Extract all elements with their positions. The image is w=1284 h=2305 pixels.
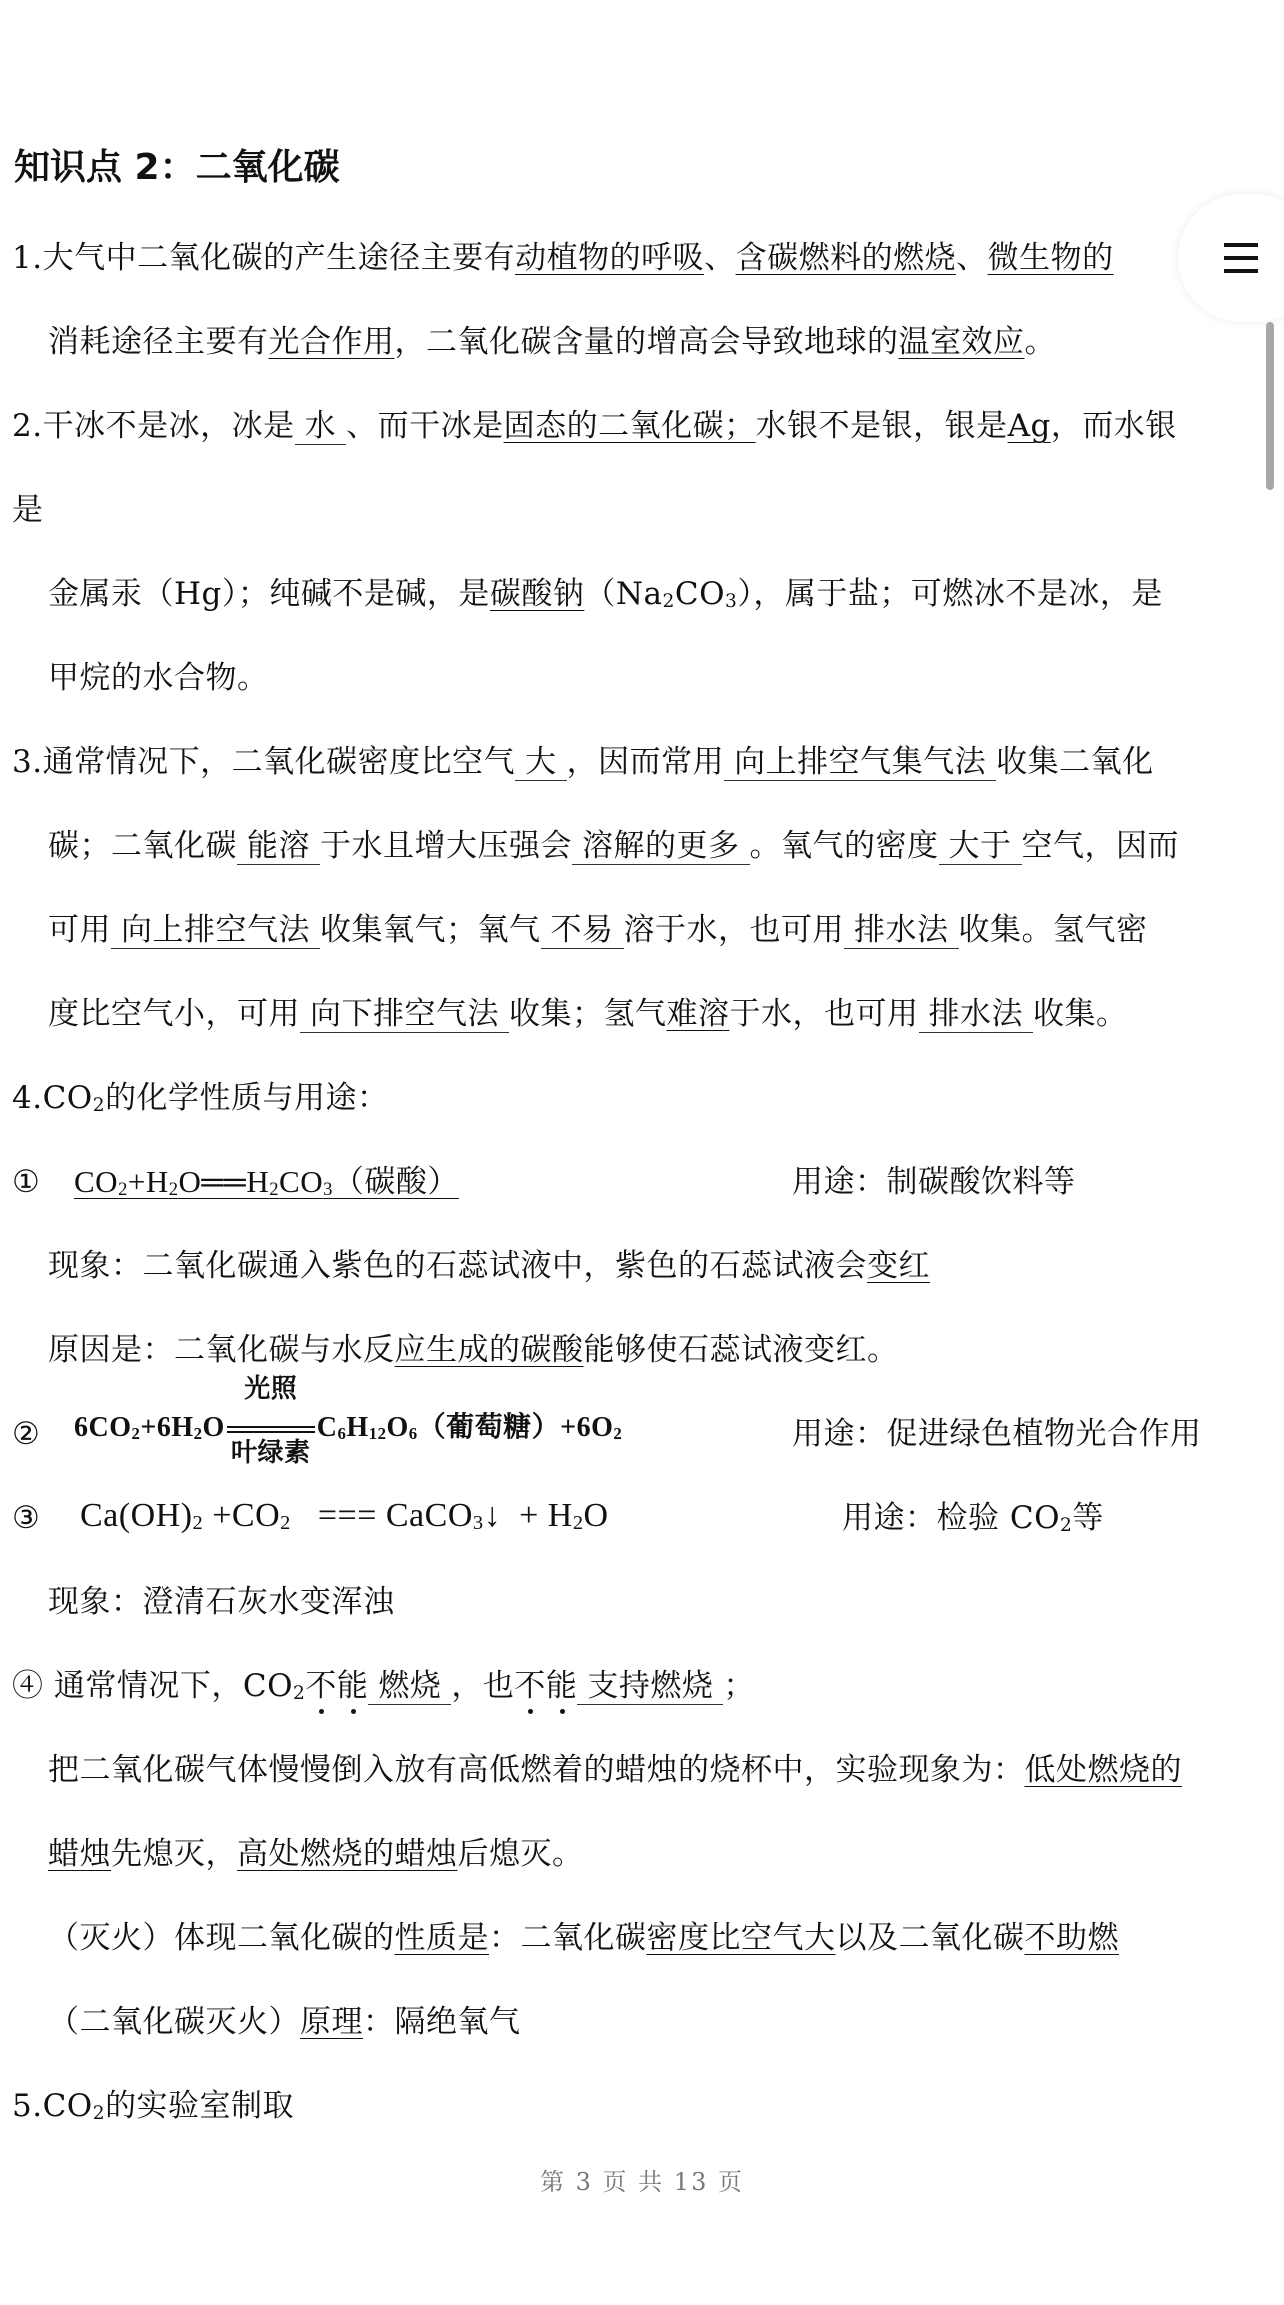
text: （葡萄糖）+6O bbox=[417, 1412, 614, 1443]
answer-underlined: 向上排空气集气法 bbox=[724, 744, 996, 781]
text: （Na bbox=[584, 576, 663, 612]
text: 后熄灭。 bbox=[457, 1836, 584, 1872]
subscript: 2 bbox=[193, 1424, 203, 1443]
text: ，而水银 bbox=[1050, 408, 1177, 444]
text: 3.通常情况下，二氧化碳密度比空气 bbox=[12, 744, 516, 780]
section2-line2: 是 bbox=[12, 492, 44, 528]
subscript: 2 bbox=[192, 1512, 204, 1534]
text: 5.CO bbox=[12, 2088, 93, 2124]
text: 收集；氢气 bbox=[509, 996, 667, 1032]
answer-underlined: 性质是 bbox=[394, 1920, 489, 1956]
text: 通常情况下，CO bbox=[53, 1668, 293, 1704]
answer-underlined: 不易 bbox=[541, 912, 624, 949]
text: （碳酸） bbox=[332, 1164, 459, 1199]
subscript: 2 bbox=[1060, 1515, 1073, 1536]
section2-line1 bbox=[12, 404, 1177, 448]
text: 可用 bbox=[48, 912, 111, 948]
answer-underlined: 低处燃烧的 bbox=[1024, 1752, 1182, 1788]
text: 的实验室制取 bbox=[105, 2088, 295, 2124]
text: ），属于盐；可燃冰不是冰，是 bbox=[737, 576, 1163, 612]
subscript: 2 bbox=[131, 1424, 141, 1443]
text: 等 bbox=[1072, 1500, 1104, 1536]
text: H bbox=[346, 1412, 369, 1443]
reaction1-use: 用途：制碳酸饮料等 bbox=[792, 1164, 1076, 1200]
answer-underlined: 蜡烛 bbox=[48, 1836, 111, 1872]
text: 于水，也可用 bbox=[729, 996, 919, 1032]
text: （二氧化碳灭火） bbox=[48, 2004, 300, 2040]
section1-line1 bbox=[12, 236, 1114, 280]
text: 碳；二氧化碳 bbox=[48, 828, 237, 864]
text: 收集。氢气密 bbox=[958, 912, 1148, 948]
text: ：二氧化碳 bbox=[489, 1920, 647, 1956]
answer-underlined: 含碳燃料的燃烧 bbox=[735, 240, 957, 276]
section5-heading bbox=[12, 2084, 294, 2136]
subscript: 2 bbox=[280, 1512, 291, 1534]
subscript: 3 bbox=[472, 1512, 484, 1534]
text: 溶于水，也可用 bbox=[623, 912, 844, 948]
subscript: 6 bbox=[337, 1424, 347, 1443]
answer-underlined: 原理 bbox=[300, 2004, 363, 2040]
answer-underlined: 难溶 bbox=[666, 996, 730, 1032]
text: 先熄灭， bbox=[111, 1836, 237, 1872]
section2-line3 bbox=[48, 572, 1163, 624]
section3-line4 bbox=[48, 992, 1128, 1036]
text: O══H bbox=[178, 1164, 270, 1199]
subscript: 6 bbox=[408, 1424, 418, 1443]
text: 现象：二氧化碳通入紫色的石蕊试液中，紫色的石蕊试液会 bbox=[48, 1248, 867, 1284]
answer-underlined: 大 bbox=[515, 744, 567, 781]
reaction3-number: ③ bbox=[12, 1500, 41, 1536]
text: 。氧气的密度 bbox=[749, 828, 939, 864]
answer-underlined: 应生成的碳酸 bbox=[394, 1332, 584, 1368]
answer-underlined: 排水法 bbox=[919, 996, 1034, 1033]
reaction3-equation bbox=[80, 1494, 609, 1545]
text: CO bbox=[674, 576, 725, 612]
reaction2-equation bbox=[74, 1373, 623, 1468]
text: ，二氧化碳含量的增高会导致地球的 bbox=[394, 324, 899, 360]
emphasis-dot-text: 不 bbox=[514, 1668, 546, 1704]
text: O bbox=[583, 1497, 609, 1534]
subscript: 2 bbox=[269, 1179, 280, 1200]
answer-underlined: 排水法 bbox=[844, 912, 959, 949]
subscript: 12 bbox=[368, 1424, 387, 1443]
answer-underlined: 水 bbox=[295, 408, 347, 445]
answer-underlined: 向下排空气法 bbox=[300, 996, 509, 1033]
text: 收集。 bbox=[1033, 996, 1128, 1032]
subscript: 3 bbox=[724, 591, 738, 612]
text: O bbox=[202, 1412, 225, 1443]
text: 空气，因而 bbox=[1021, 828, 1179, 864]
answer-underlined: 溶解的更多 bbox=[572, 828, 750, 865]
answer-underlined: 碳酸钠 bbox=[489, 576, 585, 612]
item4-line4 bbox=[48, 1916, 1119, 1960]
reaction1-equation bbox=[74, 1160, 459, 1212]
reaction1-reason bbox=[48, 1328, 899, 1372]
text: +H bbox=[127, 1164, 169, 1199]
reaction1-number: ① bbox=[12, 1164, 41, 1200]
text: Ca(OH) bbox=[80, 1497, 193, 1534]
text: ，也 bbox=[451, 1668, 515, 1704]
answer-underlined: 大于 bbox=[939, 828, 1022, 865]
subscript: 2 bbox=[613, 1424, 623, 1443]
reaction3-use bbox=[842, 1496, 1104, 1548]
text: CO bbox=[74, 1164, 119, 1199]
text: 、 bbox=[956, 240, 988, 276]
subscript: 2 bbox=[92, 2103, 106, 2124]
emphasis-dot-text: 不 bbox=[305, 1668, 337, 1704]
equals-bar bbox=[227, 1426, 315, 1433]
text: 6CO bbox=[74, 1412, 132, 1443]
page-footer: 第 3 页 共 13 页 bbox=[540, 2168, 744, 2196]
subscript: 2 bbox=[662, 591, 675, 612]
answer-underlined: 密度比空气大 bbox=[646, 1920, 836, 1956]
item4-line3 bbox=[48, 1832, 584, 1876]
answer-underlined: 动植物的呼吸 bbox=[515, 240, 705, 276]
text: （灭火）体现二氧化碳的 bbox=[48, 1920, 395, 1956]
text: ，因而常用 bbox=[566, 744, 725, 780]
section3-line3 bbox=[48, 908, 1148, 952]
answer-underlined: Ag bbox=[1007, 408, 1051, 444]
scrollbar[interactable] bbox=[1266, 322, 1274, 490]
text: 消耗途径主要有 bbox=[48, 324, 269, 360]
answer-underlined: 固态的二氧化碳； bbox=[503, 408, 756, 444]
text: O bbox=[386, 1412, 409, 1443]
emphasis-dot-text: 能 bbox=[545, 1668, 578, 1704]
text: ； bbox=[723, 1668, 755, 1704]
text: 用途：检验 CO bbox=[842, 1500, 1060, 1536]
text: +6H bbox=[140, 1412, 194, 1443]
text: 度比空气小，可用 bbox=[48, 996, 300, 1032]
condition-bottom: 叶绿素 bbox=[231, 1437, 311, 1468]
answer-underlined: 光合作用 bbox=[268, 324, 395, 360]
text: 、 bbox=[704, 240, 736, 276]
subscript: 3 bbox=[323, 1179, 333, 1200]
reaction1-phenomenon bbox=[48, 1244, 930, 1288]
text: 收集二氧化 bbox=[996, 744, 1154, 780]
item4-line1 bbox=[12, 1664, 755, 1716]
text: 金属汞（Hg）；纯碱不是碱，是 bbox=[48, 576, 490, 612]
subscript: 2 bbox=[293, 1683, 306, 1704]
text: 1.大气中二氧化碳的产生途径主要有 bbox=[12, 240, 516, 276]
item4-line2 bbox=[48, 1748, 1182, 1792]
answer-underlined: 高处燃烧的蜡烛 bbox=[237, 1836, 458, 1872]
item4-line5 bbox=[48, 2000, 521, 2044]
answer-underlined: 能溶 bbox=[237, 828, 320, 865]
text: 以及二氧化碳 bbox=[835, 1920, 1025, 1956]
section3-line2 bbox=[48, 824, 1179, 868]
text: 收集氧气；氧气 bbox=[320, 912, 541, 948]
answer-underlined: 微生物的 bbox=[987, 240, 1114, 276]
text: === CaCO bbox=[290, 1497, 473, 1534]
section4-heading bbox=[12, 1076, 389, 1128]
answer-underlined: 燃烧 bbox=[368, 1668, 451, 1705]
item-number: ④ bbox=[12, 1668, 44, 1704]
text: 能够使石蕊试液变红。 bbox=[583, 1332, 899, 1368]
subscript: 2 bbox=[92, 1095, 106, 1116]
text: ：隔绝氧气 bbox=[363, 2004, 521, 2040]
reaction3-phenomenon: 现象：澄清石灰水变浑浊 bbox=[48, 1584, 395, 1620]
subscript: 2 bbox=[168, 1179, 179, 1200]
hamburger-menu-icon bbox=[1224, 243, 1258, 273]
text: ↓ + H bbox=[483, 1497, 573, 1534]
section1-line2 bbox=[48, 320, 1056, 364]
text: CO bbox=[279, 1164, 324, 1199]
text: 水银不是银，银是 bbox=[755, 408, 1008, 444]
reaction2-use: 用途：促进绿色植物光合作用 bbox=[792, 1416, 1202, 1452]
subscript: 2 bbox=[118, 1179, 128, 1200]
answer-underlined: 支持燃烧 bbox=[577, 1668, 723, 1705]
answer-underlined: 温室效应 bbox=[898, 324, 1025, 360]
text: 4.CO bbox=[12, 1080, 93, 1116]
text: 原因是：二氧化碳与水反 bbox=[48, 1332, 395, 1368]
text: 的化学性质与用途： bbox=[105, 1080, 389, 1116]
section3-line1 bbox=[12, 740, 1154, 784]
text: C bbox=[316, 1412, 338, 1443]
reaction2-number: ② bbox=[12, 1416, 41, 1452]
answer-underlined: 变红 bbox=[867, 1248, 930, 1284]
text: 2.干冰不是冰，冰是 bbox=[12, 408, 295, 444]
subscript: 2 bbox=[572, 1512, 584, 1534]
text: 、而干冰是 bbox=[346, 408, 504, 444]
emphasis-dot-text: 能 bbox=[336, 1668, 369, 1704]
text: 。 bbox=[1024, 324, 1056, 360]
reaction-condition bbox=[225, 1373, 317, 1468]
section2-line4: 甲烷的水合物。 bbox=[48, 660, 269, 696]
answer-underlined: 向上排空气法 bbox=[111, 912, 320, 949]
text: +CO bbox=[203, 1497, 281, 1534]
condition-top: 光照 bbox=[244, 1373, 298, 1404]
answer-underlined: 不助燃 bbox=[1024, 1920, 1119, 1956]
text: 把二氧化碳气体慢慢倒入放有高低燃着的蜡烛的烧杯中，实验现象为： bbox=[48, 1752, 1025, 1788]
text: 于水且增大压强会 bbox=[320, 828, 572, 864]
page-title: 知识点 2：二氧化碳 bbox=[14, 147, 340, 188]
